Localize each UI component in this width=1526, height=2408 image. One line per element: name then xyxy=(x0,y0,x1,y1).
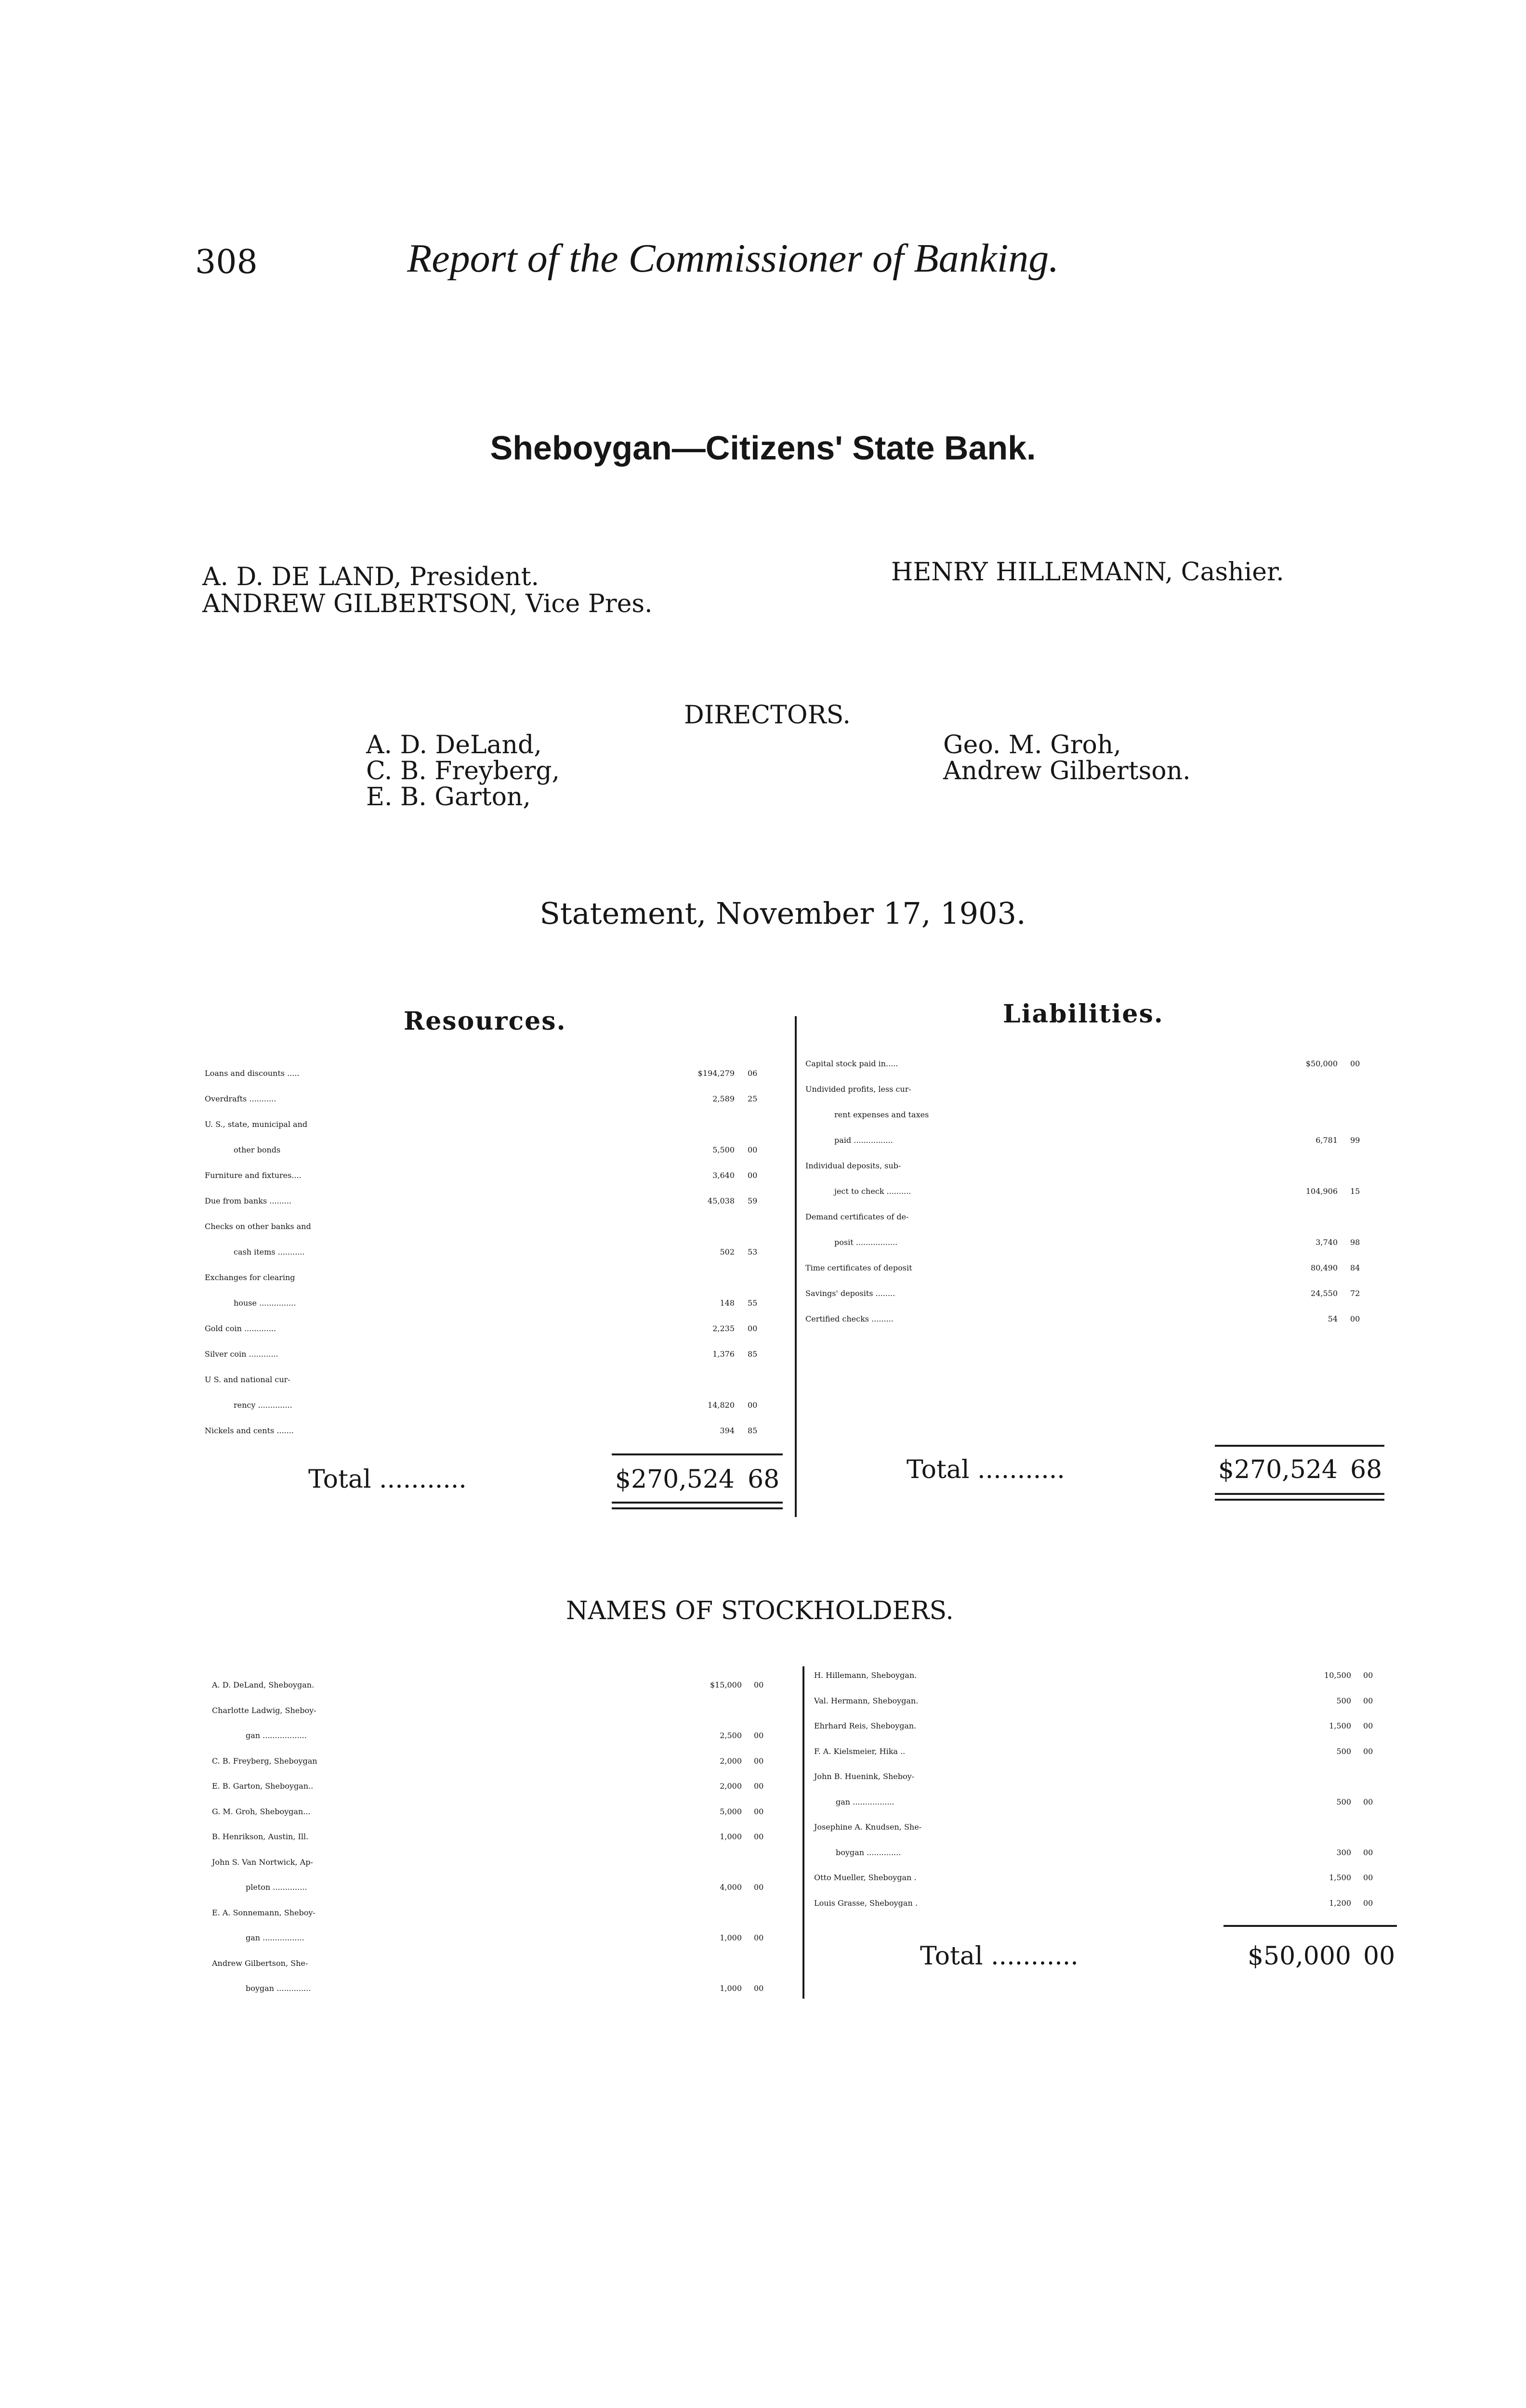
ledger-row xyxy=(212,1824,800,1850)
ledger-row xyxy=(805,1153,1393,1179)
ledger-dollars: 2,500 xyxy=(720,1731,742,1740)
ledger-label: Gold coin ............. xyxy=(205,1324,276,1333)
ledger-cents: 00 xyxy=(1363,1797,1373,1806)
resources-heading: Resources. xyxy=(404,1007,566,1036)
ledger-row xyxy=(805,1230,1393,1256)
ledger-cents: 00 xyxy=(748,1145,758,1154)
ledger-row xyxy=(212,1849,800,1875)
total-cents: 00 xyxy=(1363,1942,1395,1971)
ledger-row xyxy=(814,1814,1407,1840)
double-rule-top xyxy=(1215,1493,1384,1495)
ledger-row xyxy=(805,1076,1393,1102)
ledger-label: pleton .............. xyxy=(246,1883,307,1892)
ledger-row xyxy=(212,1925,800,1951)
ledger-dollars: 4,000 xyxy=(720,1883,742,1892)
ledger-cents: 00 xyxy=(754,1806,764,1816)
statement-column-divider xyxy=(795,1016,797,1517)
ledger-row xyxy=(212,1900,800,1926)
ledger-label: E. B. Garton, Sheboygan.. xyxy=(212,1781,314,1791)
director-name: Andrew Gilbertson. xyxy=(943,757,1191,785)
ledger-cents: 00 xyxy=(1350,1059,1360,1068)
ledger-label: house ............... xyxy=(234,1298,296,1308)
ledger-cents: 00 xyxy=(748,1324,758,1333)
ledger-label: Due from banks ......... xyxy=(205,1196,291,1205)
ledger-dollars: 14,820 xyxy=(708,1400,735,1410)
ledger-label: gan ................. xyxy=(836,1797,895,1806)
ledger-dollars: 1,500 xyxy=(1329,1721,1351,1730)
ledger-label: G. M. Groh, Sheboygan... xyxy=(212,1806,311,1816)
ledger-row xyxy=(814,1688,1407,1714)
ledger-row xyxy=(805,1281,1393,1307)
ledger-dollars: $15,000 xyxy=(710,1680,742,1689)
total-cents: 68 xyxy=(748,1465,780,1494)
ledger-cents: 55 xyxy=(748,1298,758,1308)
ledger-cents: 00 xyxy=(754,1731,764,1740)
directors-left-list xyxy=(366,732,560,810)
ledger-label: John B. Huenink, Sheboy- xyxy=(814,1772,915,1781)
ledger-label: H. Hillemann, Sheboygan. xyxy=(814,1671,917,1680)
ledger-row xyxy=(212,1773,800,1799)
statement-title: Statement, November 17, 1903. xyxy=(539,896,1026,931)
total-row xyxy=(814,1943,1407,1969)
total-row xyxy=(205,1466,788,1492)
ledger-cents: 00 xyxy=(754,1883,764,1892)
directors-heading: DIRECTORS. xyxy=(684,701,851,730)
ledger-label: Overdrafts ........... xyxy=(205,1094,276,1103)
running-title: Report of the Commissioner of Banking. xyxy=(407,236,1059,281)
total-label: Total ........... xyxy=(920,1942,1079,1971)
ledger-label: A. D. DeLand, Sheboygan. xyxy=(212,1680,315,1689)
ledger-dollars: 2,000 xyxy=(720,1781,742,1791)
ledger-cents: 85 xyxy=(748,1426,758,1435)
ledger-dollars: 2,589 xyxy=(712,1094,735,1103)
ledger-row xyxy=(205,1290,788,1316)
ledger-label: Checks on other banks and xyxy=(205,1222,311,1231)
ledger-dollars: 1,200 xyxy=(1329,1898,1351,1908)
ledger-label: other bonds xyxy=(234,1145,281,1154)
ledger-label: U. S., state, municipal and xyxy=(205,1120,308,1129)
ledger-label: Capital stock paid in..... xyxy=(805,1059,898,1068)
ledger-label: Silver coin ............ xyxy=(205,1349,278,1359)
ledger-dollars: 300 xyxy=(1336,1847,1351,1857)
ledger-cents: 84 xyxy=(1350,1263,1360,1272)
ledger-cents: 06 xyxy=(748,1069,758,1078)
director-name: E. B. Garton, xyxy=(366,783,531,811)
ledger-cents: 15 xyxy=(1350,1187,1360,1196)
subtotal-rule xyxy=(612,1453,783,1455)
ledger-row xyxy=(805,1051,1393,1077)
ledger-cents: 00 xyxy=(754,1832,764,1841)
liabilities-heading: Liabilities. xyxy=(1003,999,1164,1029)
ledger-label: Savings' deposits ........ xyxy=(805,1289,895,1298)
director-name: A. D. DeLand, xyxy=(366,731,542,759)
ledger-row xyxy=(212,1799,800,1825)
stockholders-heading: NAMES OF STOCKHOLDERS. xyxy=(566,1597,954,1625)
ledger-cents: 00 xyxy=(1363,1671,1373,1680)
ledger-label: Undivided profits, less cur- xyxy=(805,1085,911,1094)
ledger-row xyxy=(814,1789,1407,1815)
page-number: 308 xyxy=(195,243,258,281)
ledger-cents: 00 xyxy=(1363,1746,1373,1756)
ledger-label: Charlotte Ladwig, Sheboy- xyxy=(212,1705,316,1715)
ledger-row xyxy=(814,1662,1407,1688)
directors-right-list xyxy=(943,732,1191,784)
director-name: Geo. M. Groh, xyxy=(943,731,1121,759)
ledger-row xyxy=(805,1178,1393,1204)
officer-president: A. D. DE LAND, President. xyxy=(202,563,539,591)
ledger-cents: 00 xyxy=(1363,1696,1373,1705)
ledger-cents: 53 xyxy=(748,1247,758,1256)
ledger-dollars: 1,376 xyxy=(712,1349,735,1359)
ledger-dollars: 148 xyxy=(720,1298,735,1308)
ledger-dollars: 500 xyxy=(1336,1696,1351,1705)
ledger-label: Loans and discounts ..... xyxy=(205,1069,300,1078)
ledger-cents: 99 xyxy=(1350,1136,1360,1145)
ledger-cents: 00 xyxy=(754,1933,764,1942)
ledger-row xyxy=(212,1723,800,1749)
ledger-cents: 98 xyxy=(1350,1238,1360,1247)
ledger-row xyxy=(805,1102,1393,1128)
ledger-row xyxy=(814,1840,1407,1866)
ledger-label: gan .................. xyxy=(246,1731,307,1740)
ledger-row xyxy=(205,1137,788,1163)
ledger-row xyxy=(814,1890,1407,1916)
ledger-label: F. A. Kielsmeier, Hika .. xyxy=(814,1746,906,1756)
ledger-dollars: 6,781 xyxy=(1316,1136,1338,1145)
ledger-row xyxy=(205,1341,788,1367)
ledger-label: John S. Van Nortwick, Ap- xyxy=(212,1857,313,1867)
ledger-dollars: 502 xyxy=(720,1247,735,1256)
total-row xyxy=(805,1457,1393,1483)
ledger-cents: 00 xyxy=(754,1680,764,1689)
ledger-dollars: 80,490 xyxy=(1311,1263,1338,1272)
ledger-row xyxy=(805,1306,1393,1332)
ledger-label: boygan .............. xyxy=(246,1984,311,1993)
subtotal-rule xyxy=(1215,1445,1384,1447)
ledger-row xyxy=(814,1713,1407,1739)
director-name: C. B. Freyberg, xyxy=(366,757,560,785)
ledger-label: C. B. Freyberg, Sheboygan xyxy=(212,1756,317,1766)
ledger-cents: 00 xyxy=(1363,1721,1373,1730)
bank-title: Sheboygan—Citizens' State Bank. xyxy=(490,429,1036,467)
ledger-row xyxy=(814,1764,1407,1790)
ledger-dollars: 1,000 xyxy=(720,1832,742,1841)
ledger-label: E. A. Sonnemann, Sheboy- xyxy=(212,1908,316,1917)
ledger-cents: 00 xyxy=(1363,1898,1373,1908)
ledger-row xyxy=(205,1188,788,1214)
double-rule-bottom xyxy=(1215,1499,1384,1501)
ledger-dollars: 2,235 xyxy=(712,1324,735,1333)
ledger-row xyxy=(805,1204,1393,1230)
total-dollars: $270,524 xyxy=(1218,1455,1338,1484)
stockholders-column-divider xyxy=(802,1666,804,1999)
ledger-dollars: 54 xyxy=(1328,1314,1338,1323)
ledger-row xyxy=(205,1214,788,1240)
ledger-label: rency .............. xyxy=(234,1400,292,1410)
ledger-label: cash items ........... xyxy=(234,1247,305,1256)
ledger-dollars: 45,038 xyxy=(708,1196,735,1205)
ledger-dollars: 5,500 xyxy=(712,1145,735,1154)
ledger-label: Certified checks ......... xyxy=(805,1314,894,1323)
ledger-cents: 72 xyxy=(1350,1289,1360,1298)
ledger-row xyxy=(205,1316,788,1342)
ledger-label: Ehrhard Reis, Sheboygan. xyxy=(814,1721,917,1730)
total-dollars: $270,524 xyxy=(615,1465,735,1494)
ledger-cents: 00 xyxy=(1363,1847,1373,1857)
double-rule-top xyxy=(612,1502,783,1504)
ledger-label: Time certificates of deposit xyxy=(805,1263,912,1272)
ledger-row xyxy=(205,1112,788,1138)
ledger-row xyxy=(212,1976,800,2002)
total-label: Total ........... xyxy=(308,1465,467,1494)
ledger-label: Individual deposits, sub- xyxy=(805,1161,901,1170)
ledger-label: ject to check .......... xyxy=(834,1187,911,1196)
ledger-row xyxy=(212,1950,800,1976)
ledger-dollars: 3,740 xyxy=(1316,1238,1338,1247)
ledger-label: Demand certificates of de- xyxy=(805,1212,909,1221)
officer-vice-president: ANDREW GILBERTSON, Vice Pres. xyxy=(202,589,653,618)
ledger-row xyxy=(205,1239,788,1265)
ledger-row xyxy=(212,1874,800,1900)
officer-cashier: HENRY HILLEMANN, Cashier. xyxy=(891,558,1284,587)
ledger-dollars: 10,500 xyxy=(1324,1671,1351,1680)
subtotal-rule xyxy=(1223,1925,1397,1927)
ledger-label: Nickels and cents ....... xyxy=(205,1426,294,1435)
ledger-dollars: 500 xyxy=(1336,1797,1351,1806)
ledger-row xyxy=(205,1086,788,1112)
ledger-label: rent expenses and taxes xyxy=(834,1110,929,1119)
ledger-cents: 25 xyxy=(748,1094,758,1103)
ledger-cents: 00 xyxy=(754,1756,764,1766)
ledger-label: Louis Grasse, Sheboygan . xyxy=(814,1898,918,1908)
ledger-label: boygan .............. xyxy=(836,1847,901,1857)
ledger-dollars: 500 xyxy=(1336,1746,1351,1756)
ledger-cents: 00 xyxy=(748,1400,758,1410)
ledger-dollars: 5,000 xyxy=(720,1806,742,1816)
total-dollars: $50,000 xyxy=(1247,1942,1351,1971)
ledger-dollars: $194,279 xyxy=(697,1069,735,1078)
ledger-dollars: 2,000 xyxy=(720,1756,742,1766)
ledger-dollars: 1,500 xyxy=(1329,1873,1351,1882)
ledger-label: Exchanges for clearing xyxy=(205,1273,295,1282)
ledger-label: Val. Hermann, Sheboygan. xyxy=(814,1696,919,1705)
ledger-row xyxy=(814,1865,1407,1891)
ledger-row xyxy=(212,1698,800,1724)
ledger-row xyxy=(805,1127,1393,1153)
ledger-cents: 00 xyxy=(748,1171,758,1180)
ledger-label: Otto Mueller, Sheboygan . xyxy=(814,1873,917,1882)
ledger-label: B. Henrikson, Austin, Ill. xyxy=(212,1832,309,1841)
ledger-dollars: $50,000 xyxy=(1305,1059,1338,1068)
ledger-dollars: 1,000 xyxy=(720,1933,742,1942)
ledger-dollars: 394 xyxy=(720,1426,735,1435)
ledger-cents: 85 xyxy=(748,1349,758,1359)
ledger-cents: 00 xyxy=(754,1984,764,1993)
ledger-row xyxy=(212,1748,800,1774)
ledger-cents: 00 xyxy=(1350,1314,1360,1323)
ledger-cents: 00 xyxy=(754,1781,764,1791)
ledger-cents: 00 xyxy=(1363,1873,1373,1882)
ledger-label: paid ................ xyxy=(834,1136,893,1145)
ledger-dollars: 24,550 xyxy=(1311,1289,1338,1298)
ledger-row xyxy=(805,1255,1393,1281)
ledger-label: Furniture and fixtures.... xyxy=(205,1171,302,1180)
ledger-dollars: 1,000 xyxy=(720,1984,742,1993)
ledger-row xyxy=(205,1163,788,1189)
double-rule-bottom xyxy=(612,1507,783,1509)
ledger-row xyxy=(205,1367,788,1393)
ledger-row xyxy=(205,1265,788,1291)
ledger-row xyxy=(814,1739,1407,1765)
ledger-label: Josephine A. Knudsen, She- xyxy=(814,1822,922,1832)
total-cents: 68 xyxy=(1350,1455,1382,1484)
ledger-label: U S. and national cur- xyxy=(205,1375,290,1384)
ledger-dollars: 3,640 xyxy=(712,1171,735,1180)
ledger-row xyxy=(205,1418,788,1444)
ledger-label: Andrew Gilbertson, She- xyxy=(212,1958,308,1968)
ledger-row xyxy=(212,1672,800,1698)
ledger-label: posit ................. xyxy=(834,1238,898,1247)
ledger-dollars: 104,906 xyxy=(1305,1187,1338,1196)
ledger-label: gan ................. xyxy=(246,1933,304,1942)
ledger-cents: 59 xyxy=(748,1196,758,1205)
ledger-row xyxy=(205,1060,788,1086)
ledger-row xyxy=(205,1392,788,1418)
total-label: Total ........... xyxy=(907,1455,1065,1484)
